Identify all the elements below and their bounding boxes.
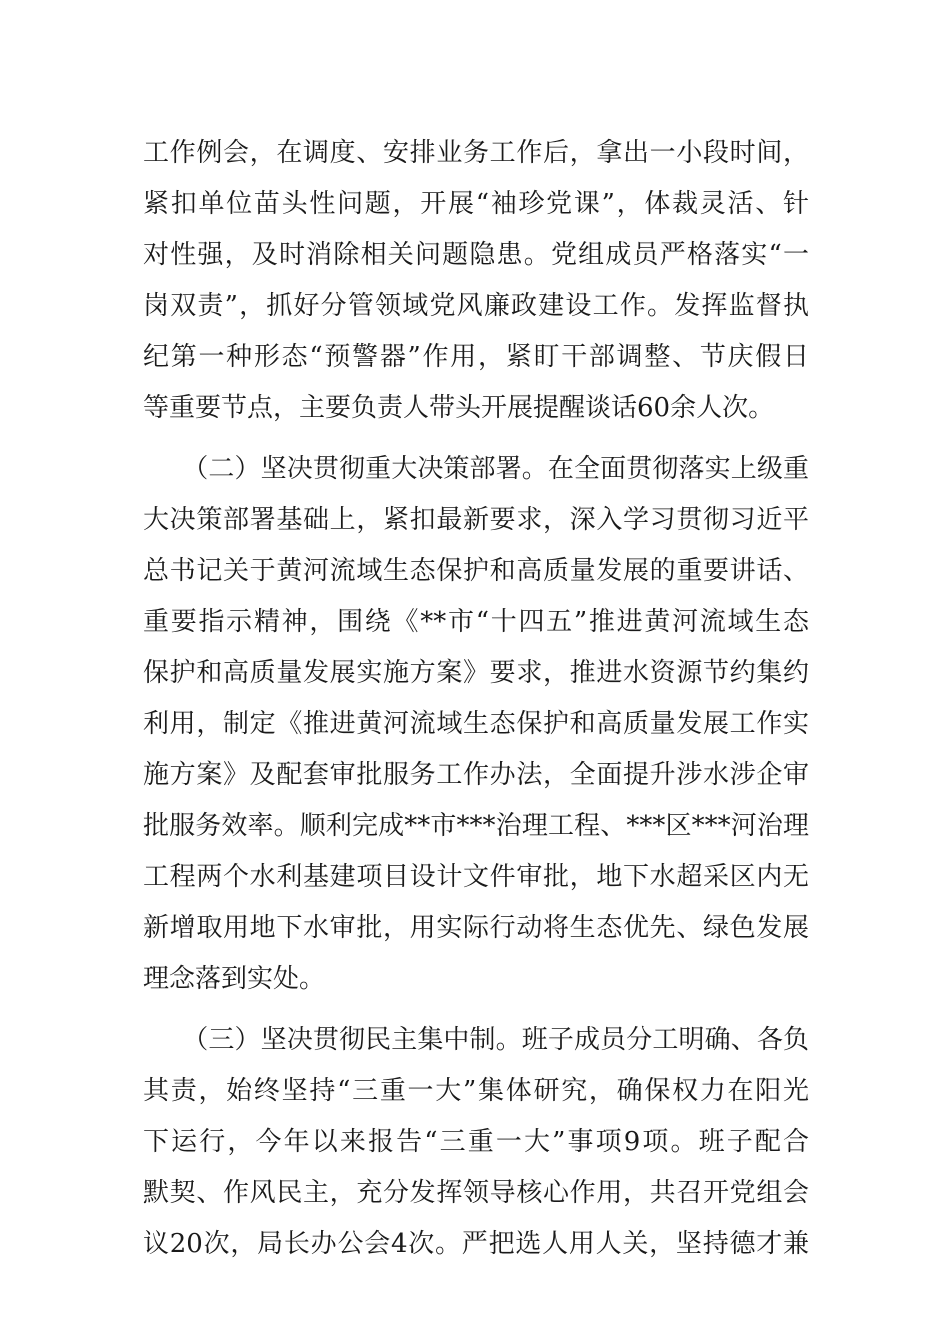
- text-line: 岗双责”，抓好分管领域党风廉政建设工作。发挥监督执: [143, 291, 809, 321]
- text-line: 保护和高质量发展实施方案》要求，推进水资源节约集约: [143, 658, 809, 688]
- text-line: 总书记关于黄河流域生态保护和高质量发展的重要讲话、: [143, 556, 809, 586]
- section-heading-line: （三）坚决贯彻民主集中制。班子成员分工明确、各负: [143, 1025, 809, 1055]
- text-line: 新增取用地下水审批，用实际行动将生态优先、绿色发展: [143, 913, 809, 943]
- text-line: 重要指示精神，围绕《**市“十四五”推进黄河流域生态: [143, 607, 809, 637]
- paragraph-section-two: [143, 444, 809, 1005]
- text-line: 施方案》及配套审批服务工作办法，全面提升涉水涉企审: [143, 760, 809, 790]
- paragraph-section-three: [143, 1015, 809, 1270]
- text-line: 议20次，局长办公会4次。严把选人用人关，坚持德才兼: [143, 1229, 809, 1259]
- text-line: 理念落到实处。: [143, 964, 326, 994]
- section-heading-line: （二）坚决贯彻重大决策部署。在全面贯彻落实上级重: [143, 454, 809, 484]
- text-line: 对性强，及时消除相关问题隐患。党组成员严格落实“一: [143, 240, 809, 270]
- text-line: 工作例会，在调度、安排业务工作后，拿出一小段时间，: [143, 138, 809, 168]
- text-line: 其责，始终坚持“三重一大”集体研究，确保权力在阳光: [143, 1076, 809, 1106]
- text-line: 批服务效率。顺利完成**市***治理工程、***区***河治理: [143, 811, 809, 841]
- text-line: 默契、作风民主，充分发挥领导核心作用，共召开党组会: [143, 1178, 809, 1208]
- document-body: [143, 128, 809, 1270]
- text-line: 下运行，今年以来报告“三重一大”事项9项。班子配合: [143, 1127, 809, 1157]
- text-line: 紧扣单位苗头性问题，开展“袖珍党课”，体裁灵活、针: [143, 189, 809, 219]
- text-line: 工程两个水利基建项目设计文件审批，地下水超采区内无: [143, 862, 809, 892]
- text-line: 利用，制定《推进黄河流域生态保护和高质量发展工作实: [143, 709, 809, 739]
- paragraph-discipline-supervision: [143, 128, 809, 434]
- text-line: 纪第一种形态“预警器”作用，紧盯干部调整、节庆假日: [143, 342, 809, 372]
- text-line: 大决策部署基础上，紧扣最新要求，深入学习贯彻习近平: [143, 505, 809, 535]
- text-line: 等重要节点，主要负责人带头开展提醒谈话60余人次。: [143, 393, 775, 423]
- paragraph-spacer: [143, 1005, 809, 1015]
- paragraph-spacer: [143, 434, 809, 444]
